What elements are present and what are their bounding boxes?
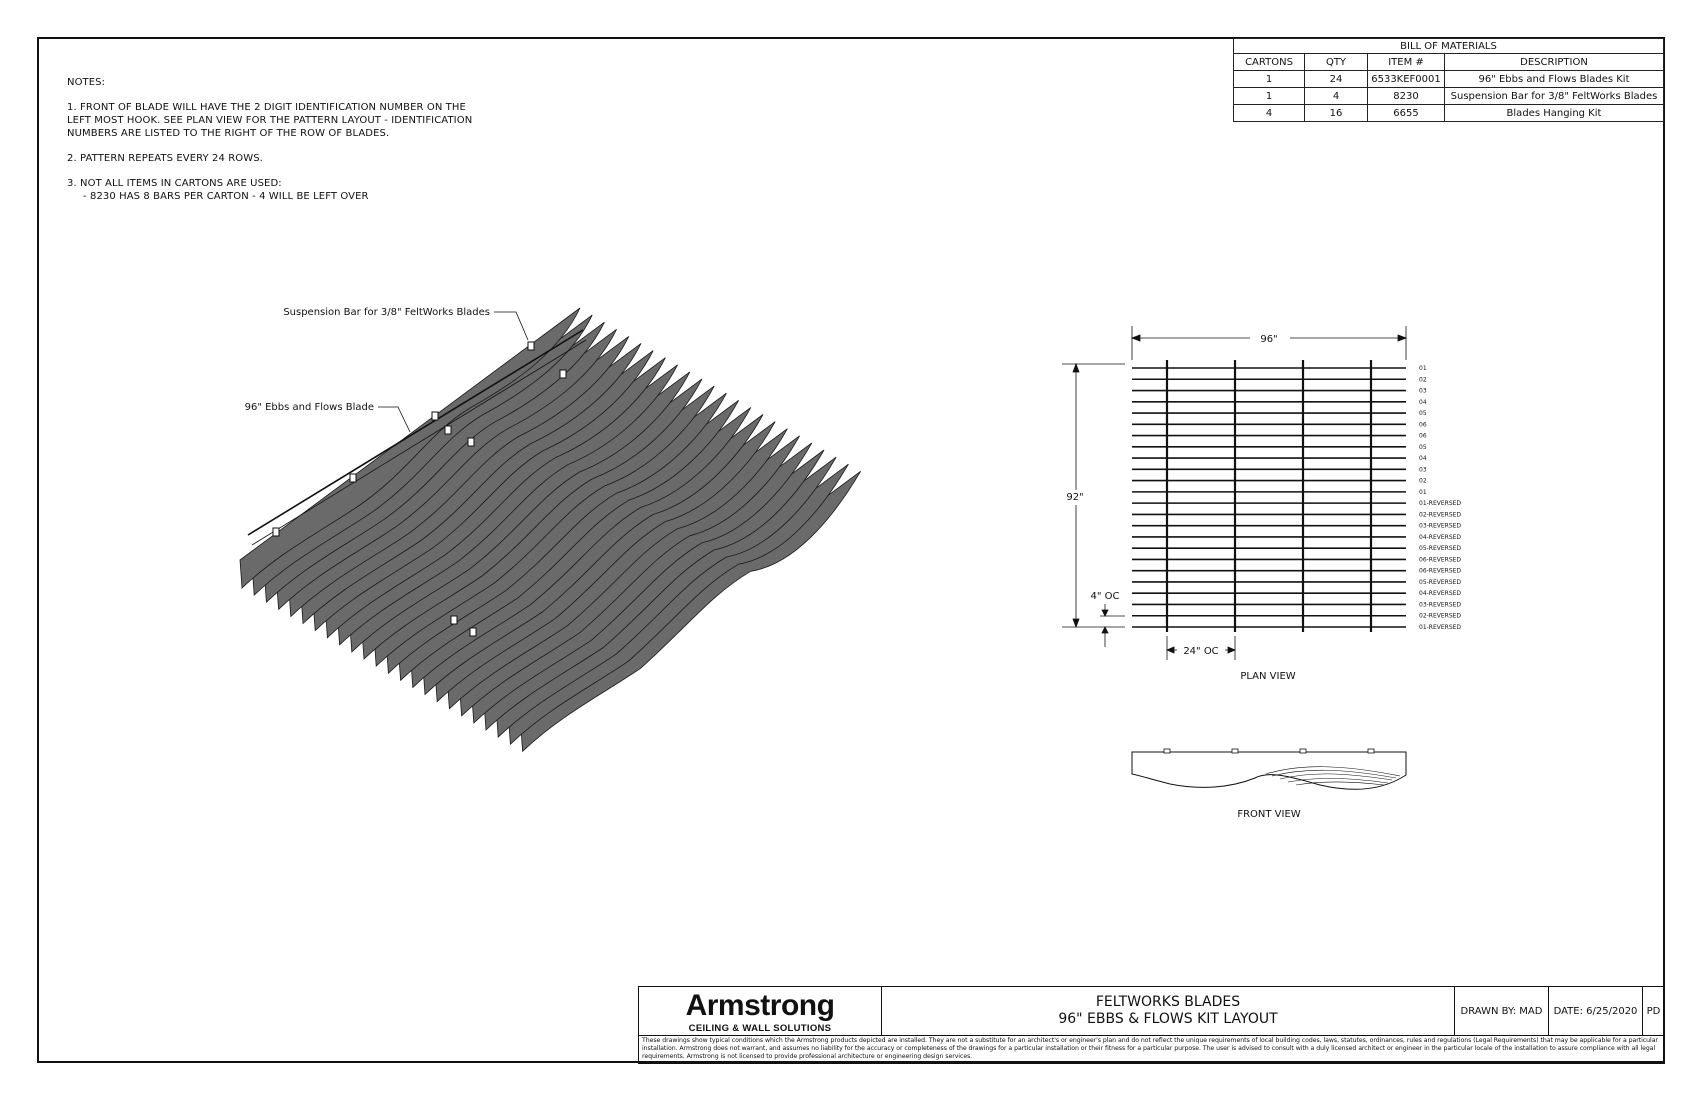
plan-row-id: 01-REVERSED: [1419, 624, 1462, 631]
hook-icon: [350, 474, 356, 482]
hook-icon: [445, 426, 451, 434]
bom-cell: Suspension Bar for 3/8" FeltWorks Blades: [1445, 88, 1664, 105]
plan-identification-labels: [1419, 365, 1461, 631]
front-hook-icon: [1300, 749, 1306, 753]
bom-cell: 1: [1234, 88, 1305, 105]
plan-view-title: PLAN VIEW: [1240, 671, 1296, 682]
drawing-title-line-2: 96" EBBS & FLOWS KIT LAYOUT: [1058, 1011, 1278, 1027]
bom-cell: 1: [1234, 71, 1305, 88]
plan-row-id: 03: [1419, 466, 1427, 474]
bom-cell: 96" Ebbs and Flows Blades Kit: [1445, 71, 1664, 88]
bom-cell: 16: [1305, 105, 1368, 122]
plan-row-id: 05-REVERSED: [1419, 578, 1462, 586]
bom-cell: 6533KEF0001: [1368, 71, 1445, 88]
hook-icon: [432, 412, 438, 420]
drawing-title-line-1: FELTWORKS BLADES: [1095, 994, 1241, 1010]
notes-heading: NOTES:: [67, 77, 106, 88]
plan-row-id: 04-REVERSED: [1419, 590, 1462, 598]
plan-row-id: 01: [1419, 488, 1427, 496]
hook-icon: [468, 438, 474, 446]
bom-header-qty: QTY: [1305, 54, 1368, 71]
brand-subtitle: CEILING & WALL SOLUTIONS: [688, 1023, 832, 1034]
plan-row-id: 05-REVERSED: [1419, 545, 1462, 553]
note-3: 3. NOT ALL ITEMS IN CARTONS ARE USED:: [67, 178, 282, 189]
plan-row-id: 02-REVERSED: [1419, 511, 1462, 519]
plan-row-id: 06: [1419, 421, 1427, 429]
note-3-sub: - 8230 HAS 8 BARS PER CARTON - 4 WILL BE LEFT OVER: [83, 191, 369, 202]
note-2: 2. PATTERN REPEATS EVERY 24 ROWS.: [67, 153, 263, 164]
brand-name: Armstrong: [685, 989, 835, 1022]
front-view-title: FRONT VIEW: [1237, 809, 1301, 820]
dim-depth-text: 92": [1066, 492, 1084, 503]
plan-row-id: 04: [1419, 398, 1427, 406]
plan-row-id: 05: [1419, 410, 1427, 418]
label-suspension-bar: Suspension Bar for 3/8" FeltWorks Blades: [283, 307, 490, 318]
title-block: [638, 986, 1665, 1064]
iso-leader-bar: [283, 307, 528, 340]
plan-row-id: 05: [1419, 443, 1427, 451]
front-hook-icon: [1368, 749, 1374, 753]
front-hook-icon: [1232, 749, 1238, 753]
drawing-date: DATE: 6/25/2020: [1549, 986, 1643, 1035]
hook-icon: [451, 616, 457, 624]
plan-row-id: 02-REVERSED: [1419, 612, 1462, 620]
dim-24oc-text: 24" OC: [1183, 646, 1219, 657]
plan-row-id: 02: [1419, 477, 1427, 485]
bom-title: BILL OF MATERIALS: [1234, 39, 1664, 54]
dim-width-text: 96": [1260, 334, 1278, 345]
plan-row-id: 03-REVERSED: [1419, 522, 1462, 530]
hook-icon: [470, 628, 476, 636]
bom-cell: 24: [1305, 71, 1368, 88]
bom-cell: Blades Hanging Kit: [1445, 105, 1664, 122]
front-hook-icon: [1164, 749, 1170, 753]
plan-blade-rows: [1132, 368, 1406, 627]
note-1: 1. FRONT OF BLADE WILL HAVE THE 2 DIGIT IDENTIFICATION NUMBER ON THE LEFT MOST HOOK. SEE PLAN VIEW FOR THE PATTERN LAYOUT - IDENTIFICATION NUMBERS ARE LISTED TO THE RIGHT OF THE ROW OF BLADES.: [67, 102, 473, 139]
armstrong-logo: [638, 986, 882, 1035]
bom-cell: 4: [1234, 105, 1305, 122]
plan-row-id: 06: [1419, 432, 1427, 440]
plan-row-id: 04-REVERSED: [1419, 533, 1462, 541]
hook-icon: [528, 342, 534, 350]
isometric-blade-stack: [240, 308, 861, 751]
bom-cell: 6655: [1368, 105, 1445, 122]
disclaimer: These drawings show typical conditions which the Armstrong products depicted are installed. They are not a substitute for an architect's or engineer's plan and do not reflect the unique requirements of local building codes, laws, statutes, ordinances, rules and regulations (Legal Requirements) that may be applicable for a particular installation. Armstrong does not warrant, and assumes no liability for the accuracy or completeness of the drawings for a particular installation or their fitness for a particular purpose. The user is advised to consult with a duly licensed architect or engineer in the particular locale of the installation to assure compliance with all legal requirements. Armstrong is not licensed to provide professional architecture or engineering design services.: [638, 1035, 1665, 1064]
bom-cell: 8230: [1368, 88, 1445, 105]
bom-header-description: DESCRIPTION: [1445, 54, 1664, 71]
plan-row-id: 03-REVERSED: [1419, 601, 1462, 609]
drawn-by: DRAWN BY: MAD: [1455, 986, 1549, 1035]
plan-view: [1062, 326, 1461, 682]
plan-row-id: 03: [1419, 387, 1427, 395]
front-view: [1132, 749, 1406, 820]
drawing-title: [882, 986, 1455, 1035]
bom-header-item: ITEM #: [1368, 54, 1445, 71]
hook-icon: [273, 528, 279, 536]
iso-leader-blade: [245, 402, 410, 432]
plan-suspension-bars: [1167, 360, 1371, 632]
dim-4oc: [1100, 604, 1125, 647]
bom-cell: 4: [1305, 88, 1368, 105]
plan-row-id: 04: [1419, 455, 1427, 463]
label-blade: 96" Ebbs and Flows Blade: [244, 402, 374, 413]
drawing-code: PD: [1643, 986, 1665, 1035]
plan-row-id: 01-REVERSED: [1419, 500, 1462, 508]
plan-row-id: 01: [1419, 365, 1427, 372]
plan-row-id: 06-REVERSED: [1419, 567, 1462, 575]
plan-row-id: 02: [1419, 376, 1427, 384]
hook-icon: [560, 370, 566, 378]
dim-4oc-text: 4" OC: [1090, 591, 1120, 602]
bom-header-cartons: CARTONS: [1234, 54, 1305, 71]
plan-row-id: 06-REVERSED: [1419, 556, 1462, 564]
